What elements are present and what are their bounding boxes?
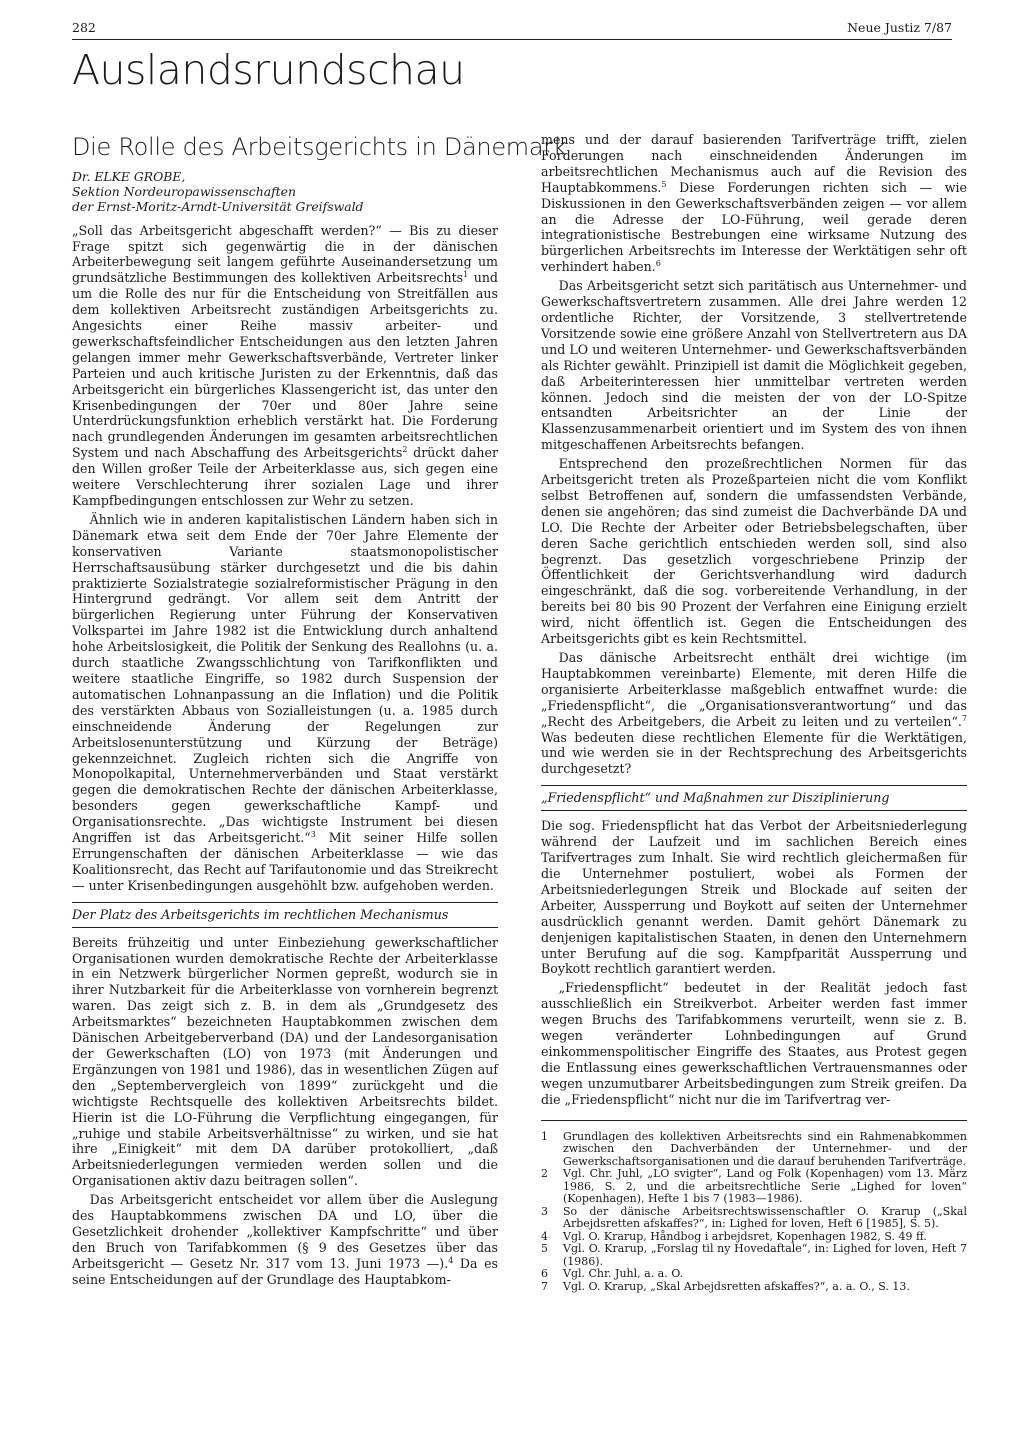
journal-issue: Neue Justiz 7/87 [847, 20, 952, 35]
author-block [72, 169, 498, 215]
footnote-rule [541, 1120, 967, 1121]
footnotes [541, 1131, 967, 1294]
right-column [541, 132, 967, 1293]
author-university: der Ernst-Moritz-Arndt-Universität Greifswald [72, 199, 364, 215]
paragraph: „Soll das Arbeitsgericht abgeschafft werden?“ — Bis zu dieser Frage spitzt sich gegenwärtig die in der dänischen Arbeiterbewegung seit langem geführte Auseinandersetzung um grundsätzliche Bestimmungen des kollektiven Arbeitsrechts$^1$ und um die Rolle des nur für die Entscheidung von Streitfällen aus dem kollektiven Arbeitsrecht zuständigen Arbeitsgerichts zu. Angesichts einer Reihe massiv arbeiter- und gewerkschaftsfeindlicher Entscheidungen aus den letzten Jahren gelangen immer mehr Gewerkschaftsverbände, Vertreter linker Parteien und auch kritische Juristen zu der Erkenntnis, daß das Arbeitsgericht ein bürgerliches Klassengericht ist, das unter den Krisenbedingungen der 70er und 80er Jahre seine Unterdrückungsfunktion erheblich verstärkt hat. Die Forderung nach grundlegenden Änderungen im gesamten arbeitsrechtlichen System und nach Abschaffung des Arbeitsgerichts$^2$ drückt daher den Willen großer Teile der Arbeiterklasse aus, sich gegen eine weitere Verschlechterung ihrer sozialen Lage und ihrer Kampfbedingungen entschlossen zur Wehr zu setzen. [72, 222, 498, 509]
paragraph: Das Arbeitsgericht entscheidet vor allem über die Auslegung des Hauptabkommens zwischen DA und LO, über die Gesetzlichkeit drohender „kollektiver Kampfschritte“ und über den Bruch von Tarifabkommen (§ 9 des Gesetzes über das Arbeitsgericht — Gesetz Nr. 317 vom 13. Juni 1973 —).$^4$ Da es seine Entscheidungen auf der Grundlage des Hauptabkom- [72, 1192, 498, 1287]
page-number: 282 [72, 20, 96, 35]
author-name: Dr. ELKE GROBE, [72, 169, 186, 184]
footnote-ref[interactable]: 6 [655, 259, 661, 269]
footnote-ref[interactable]: 2 [402, 445, 408, 455]
footnote: 3 So der dänische Arbeitsrechtswissenschaftler O. Krarup („Skal Arbejdsretten afskaffes?“, in: Lighed for loven, Heft 6 [1985], S. 5). [541, 1204, 967, 1231]
subheading: Der Platz des Arbeitsgerichts im rechtlichen Mechanismus [72, 902, 498, 928]
paragraph: Die sog. Friedenspflicht hat das Verbot der Arbeitsniederlegung während der Laufzeit und im sachlichen Bereich eines Tarifvertrages zum Inhalt. Sie wird rechtlich gleichermaßen für die Unternehmer postuliert, wobei als Formen der Arbeitsniederlegungen Streik und Blockade auf seiten der Arbeiter, Aussperrung und Boykott auf seiten der Unternehmer ausdrücklich genannt werden. Damit gehört Dänemark zu denjenigen kapitalistischen Staaten, in denen den Unternehmern unter Berufung auf die sog. Kampfparität Aussperrung und Boykott rechtlich garantiert werden. [541, 818, 967, 977]
footnote: 7 Vgl. O. Krarup, „Skal Arbejdsretten afskaffes?“, a. a. O., S. 13. [541, 1279, 910, 1293]
paragraph: Ähnlich wie in anderen kapitalistischen Ländern haben sich in Dänemark etwa seit dem Ende der 70er Jahre Elemente der konservativen Variante staatsmonopolistischer Herrschaftsausübung stärker durchgesetzt und die bis dahin praktizierte Sozialstrategie sozialreformistischer Prägung in den Hintergrund gedrängt. Vor allem seit dem Antritt der bürgerlichen Regierung unter Führung der Konservativen Volkspartei im Jahre 1982 ist die Entwicklung durch anhaltend hohe Arbeitslosigkeit, die Politik der Senkung des Reallohns (u. a. durch staatliche Zwangsschlichtung von Tarifkonflikten und weitere staatliche Eingriffe, so 1982 durch Suspension der automatischen Lohnanpassung an die Inflation) und die Politik des verstärkten Abbaus von Sozialleistungen (u. a. 1985 durch einschneidende Änderung der Regelungen zur Arbeitslosenunterstützung und Kürzung der Beträge) gekennzeichnet. Zugleich richten sich die Angriffe von Monopolkapital, Unternehmerverbänden und Staat verstärkt gegen die demokratischen Rechte der dänischen Arbeiterklasse, besonders gegen gewerkschaftliche Kampf- und Organisationsrechte. „Das wichtigste Instrument bei diesen Angriffen ist das Arbeitsgericht.“$^3$ Mit seiner Hilfe sollen Errungenschaften der dänischen Arbeiterklasse — wie das Koalitionsrecht, das Recht auf Tarifautonomie und das Streikrecht — unter Krisenbedingungen ausgehöhlt bzw. aufgehoben werden. [72, 511, 498, 893]
left-column [72, 132, 567, 1291]
footnote: 4 Vgl. O. Krarup, Håndbog i arbejdsret, Kopenhagen 1982, S. 49 ff. [541, 1229, 927, 1243]
footnote-ref[interactable]: 7 [961, 713, 967, 723]
running-header [72, 20, 952, 36]
paragraph: Das Arbeitsgericht setzt sich paritätisch aus Unternehmer- und Gewerkschaftsvertretern zusammen. Alle drei Jahre werden 12 ordentliche Richter, der Vorsitzende, 3 stellvertretende Vorsitzende sowie eine größere Anzahl von Stellvertretern aus DA und LO und weiteren Unternehmer- und Gewerkschaftsverbänden als Richter gewählt. Prinzipiell ist damit die Möglichkeit gegeben, daß Arbeiterinteressen hier unmittelbar vertreten werden können. Jedoch sind die meisten der von der LO-Spitze entsandten Arbeitsrichter an der Linie der Klassenzusammenarbeit orientiert und im System des von ihnen mitgeschaffenen Arbeitsrechts befangen. [541, 278, 967, 453]
footnote-ref[interactable]: 3 [310, 829, 316, 839]
paragraph: Entsprechend den prozeßrechtlichen Normen für das Arbeitsgericht treten als Prozeßparteien nicht die vom Konflikt selbst Betroffenen auf, sondern die umfassendsten Verbände, denen sie angehören; das sind zumeist die Dachverbände DA und LO. Die Rechte der Arbeiter oder Betriebsbelegschaften, über deren Sache gerichtlich entschieden werden soll, sind also begrenzt. Das gesetzlich vorgeschriebene Prinzip der Öffentlichkeit der Gerichtsverhandlung wird dadurch eingeschränkt, daß die sog. vorbereitende Verhandlung, in der bereits bei 80 bis 90 Prozent der Verfahren eine Einigung erzielt wird, nicht öffentlich ist. Gegen die Entscheidungen des Arbeitsgerichts gibt es kein Rechtsmittel. [541, 456, 967, 647]
author-section: Sektion Nordeuropawissenschaften [72, 184, 296, 200]
footnote: 6 Vgl. Chr. Juhl, a. a. O. [541, 1267, 684, 1281]
article-title: Die Rolle des Arbeitsgerichts in Dänemark [72, 133, 567, 161]
footnote: 1 Grundlagen des kollektiven Arbeitsrechts sind ein Rahmenabkommen zwischen den Dachverbänden der Unternehmer- und der Gewerkschaftsorganisationen und die darauf beruhenden Tarifverträge. [541, 1129, 967, 1168]
paragraph: Das dänische Arbeitsrecht enthält drei wichtige (im Hauptabkommen vereinbarte) Elemente, mit deren Hilfe die organisierte Arbeiterklasse maßgeblich entwaffnet wurde: die „Friedenspflicht“, die „Organisationsverantwortung“ und das „Recht des Arbeitgebers, die Arbeit zu leiten und zu verteilen“.$^7$ Was bedeuten diese rechtlichen Elemente für die Werktätigen, und wie werden sie in der Rechtsprechung des Arbeitsgerichts durchgesetzt? [541, 650, 967, 777]
paragraph: „Friedenspflicht“ bedeutet in der Realität jedoch fast ausschließlich ein Streikverbot. Arbeiter werden fast immer wegen Bruchs des Tarifabkommens verurteilt, wenn sie z. B. wegen veränderter Lohnbedingungen auf Grund einkommenspolitischer Eingriffe des Staates, aus Protest gegen die Entlassung eines gewerkschaftlichen Vertrauensmannes oder wegen unzumutbarer Arbeitsbedingungen zum Streik greifen. Da die „Friedenspflicht“ nicht nur die im Tarifvertrag ver- [541, 980, 967, 1107]
footnote-ref[interactable]: 4 [448, 1255, 454, 1265]
subheading: „Friedenspflicht“ und Maßnahmen zur Disziplinierung [541, 785, 967, 811]
footnote: 5 Vgl. O. Krarup, „Forslag til ny Hovedaftale“, in: Lighed for loven, Heft 7 (1986). [541, 1242, 967, 1268]
paragraph: mens und der darauf basierenden Tarifverträge trifft, zielen Forderungen nach einschneidenden Änderungen im arbeitsrechtlichen Mechanismus auch auf die Revision des Hauptabkommens.$^5$ Diese Forderungen richten sich — wie Diskussionen in den Gewerkschaftsverbänden zeigen — vor allem an die Adresse der LO-Führung, weil gerade deren integrationistische Bestrebungen eine wirksame Nutzung des bürgerlichen Arbeitsrechts im Interesse der Werktätigen sehr oft verhindert haben.$^6$ [541, 132, 967, 275]
section-title: Auslandsrundschau [72, 46, 465, 94]
footnote: 2 Vgl. Chr. Juhl, „LO svigter“, Land og Folk (Kopenhagen) vom 13. März 1986, S. 2, und die arbeitsrechtliche Serie „Lighed for loven“ (Kopenhagen), Hefte 1 bis 7 (1983—1986). [541, 1167, 967, 1206]
footnote-ref[interactable]: 1 [463, 270, 469, 280]
paragraph: Bereits frühzeitig und unter Einbeziehung gewerkschaftlicher Organisationen wurden demokratische Rechte der Arbeiterklasse in ein Netzwerk bürgerlicher Normen gepreßt, wodurch sie in ihrer Nutzbarkeit für die Arbeiterklasse von vornherein begrenzt waren. Das zeigt sich z. B. in dem als „Grundgesetz des Arbeitsmarktes“ bezeichneten Hauptabkommen zwischen dem Dänischen Arbeitgeberverband (DA) und der Landesorganisation der Gewerkschaften (LO) von 1973 (mit Änderungen und Ergänzungen von 1981 und 1986), das in wesentlichen Zügen auf den „Septembervergleich von 1899“ zurückgeht und die wichtigste Rechtsquelle des kollektiven Arbeitsrechts bildet. Hierin ist die LO-Führung die Verpflichtung eingegangen, für „ruhige und stabile Arbeitsverhältnisse“ zu wirken, und sie hat ihre „Einigkeit“ mit dem DA darüber protokolliert, „daß Arbeitsniederlegungen vermieden werden sollen und die Organisationen aktiv dazu beitragen sollen“. [72, 934, 498, 1189]
footnote-ref[interactable]: 5 [661, 179, 667, 189]
